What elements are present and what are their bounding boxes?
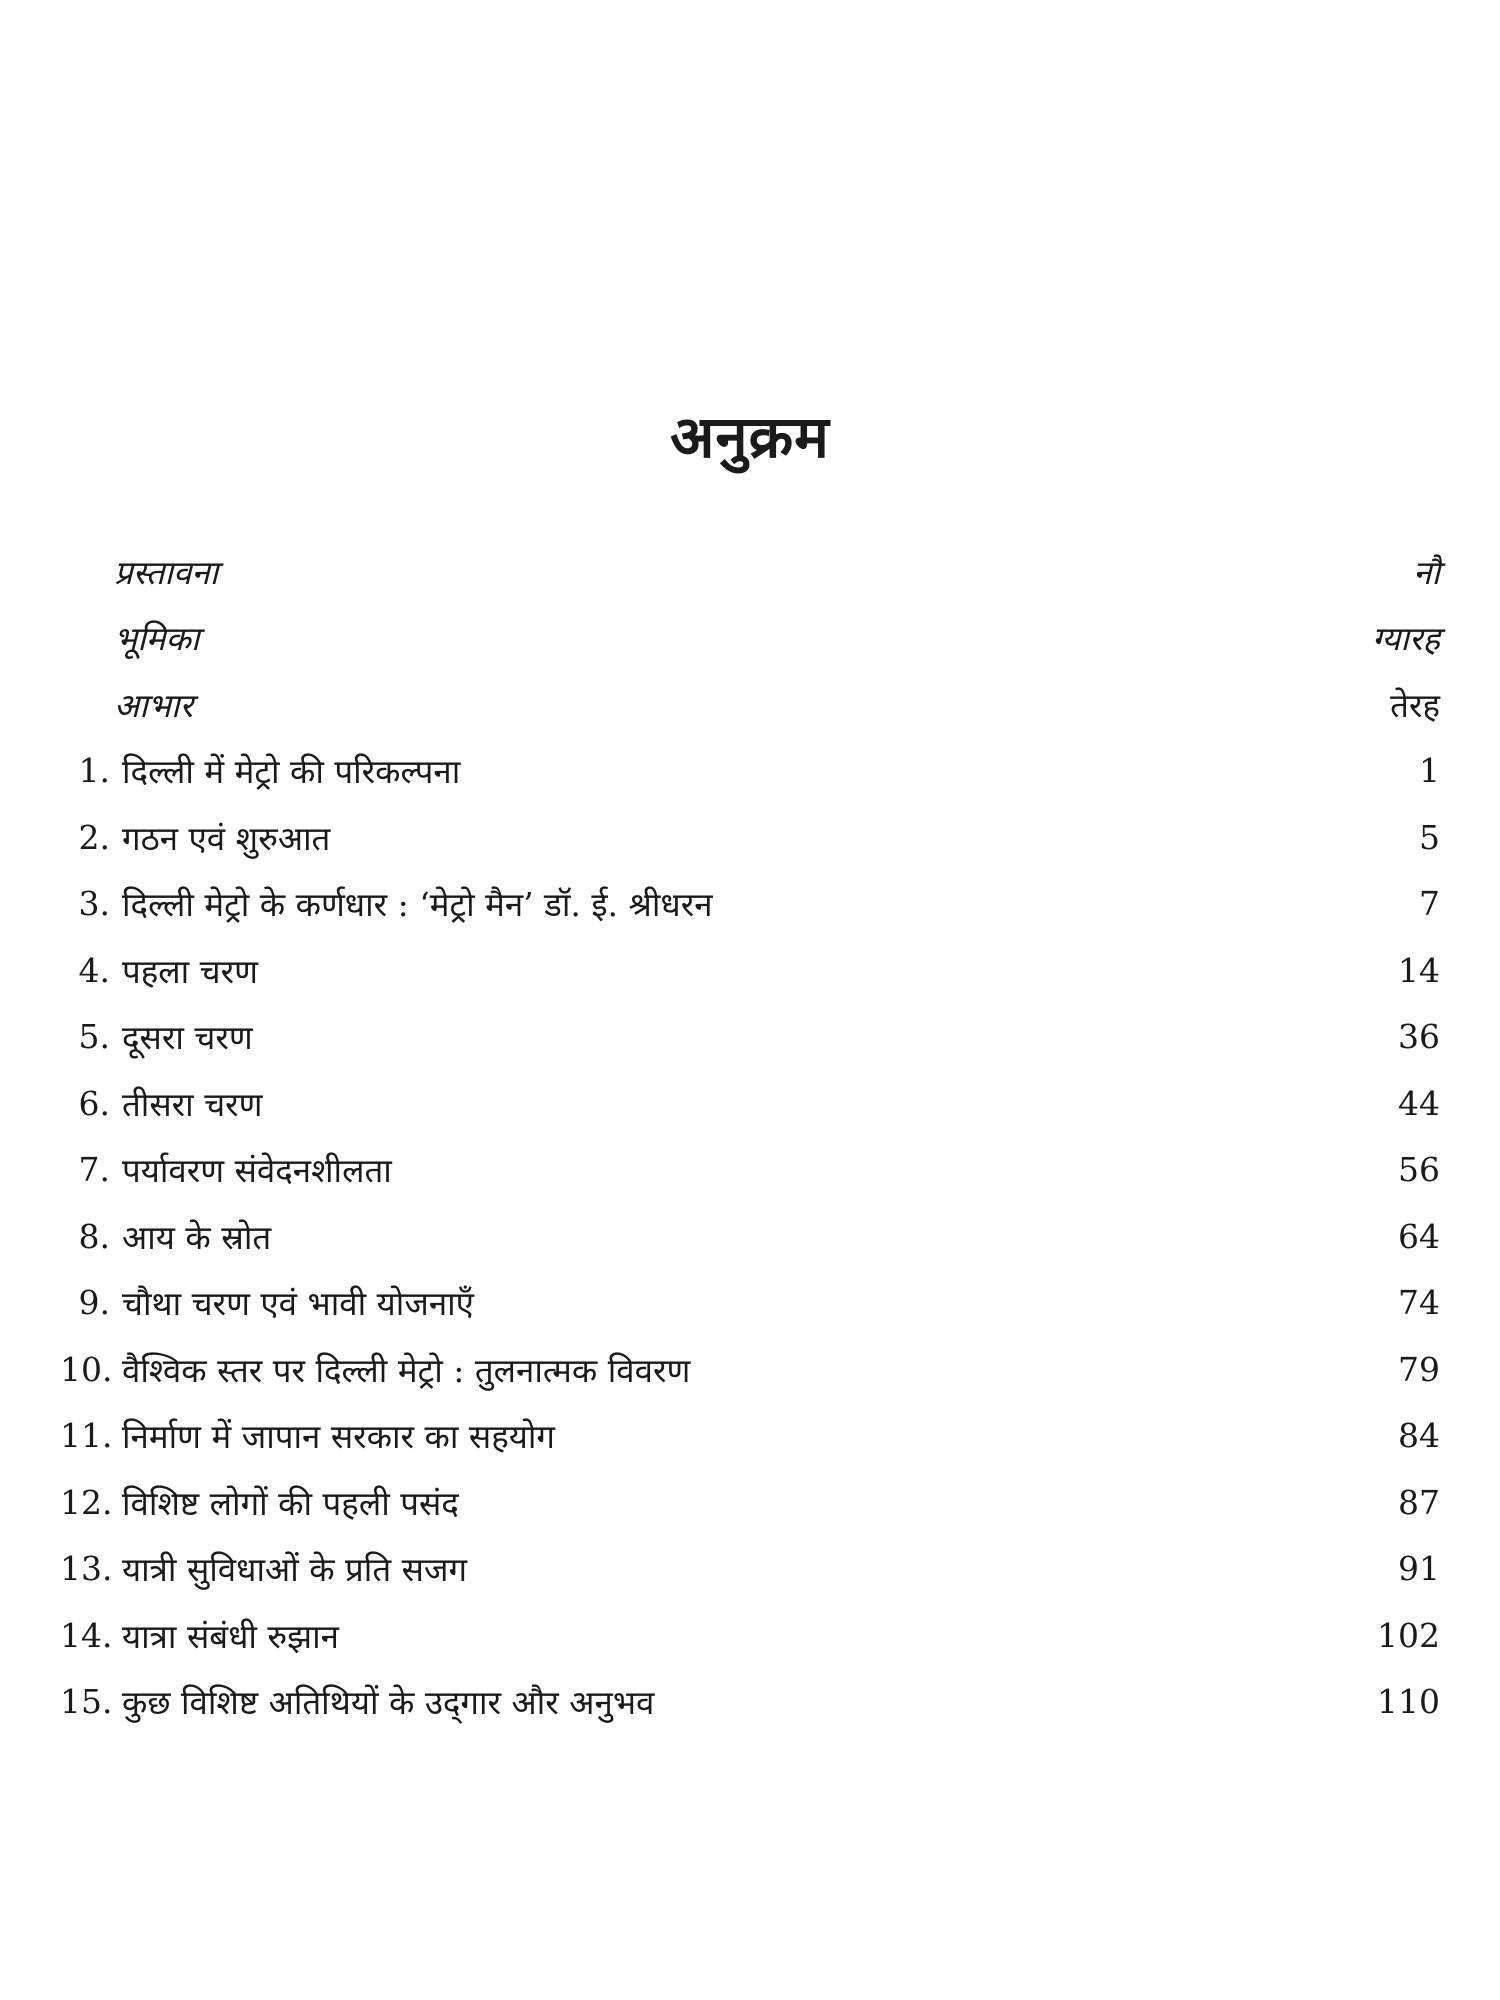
toc-page-number: 5 — [1419, 817, 1440, 857]
toc-chapter-row — [60, 1070, 1440, 1137]
toc-chapter-number: 10. — [60, 1349, 113, 1389]
toc-chapter-row — [60, 871, 1440, 938]
toc-chapter-number: 6. — [78, 1083, 110, 1123]
toc-page-number: 56 — [1398, 1150, 1440, 1190]
toc-chapter-row — [60, 1336, 1440, 1403]
toc-entry-title: दिल्ली में मेट्रो की परिकल्पना — [122, 752, 461, 792]
toc-chapter-number: 2. — [78, 817, 110, 857]
toc-entry-title: विशिष्ट लोगों की पहली पसंद — [122, 1483, 459, 1523]
toc-entry-title: वैश्विक स्तर पर दिल्ली मेट्रो : तुलनात्मक विवरण — [122, 1350, 691, 1390]
toc-page-number: 14 — [1398, 950, 1440, 990]
toc-chapter-number: 13. — [60, 1549, 113, 1589]
toc-chapter-row — [60, 1602, 1440, 1669]
toc-entry-title: दिल्ली मेट्रो के कर्णधार : ‘मेट्रो मैन’ डॉ. ई. श्रीधरन — [122, 885, 713, 925]
toc-page-number: 7 — [1419, 884, 1440, 924]
toc-chapter-row — [60, 804, 1440, 871]
toc-entry-title: दूसरा चरण — [122, 1018, 253, 1058]
toc-chapter-number: 14. — [60, 1615, 113, 1655]
toc-entry-title: यात्री सुविधाओं के प्रति सजग — [122, 1550, 468, 1590]
toc-page-number: 79 — [1398, 1349, 1440, 1389]
toc-chapter-row — [60, 1004, 1440, 1071]
toc-chapter-row — [60, 1536, 1440, 1603]
toc-page-number: 102 — [1377, 1615, 1440, 1655]
toc-chapter-row — [60, 1669, 1440, 1736]
toc-chapter-number: 15. — [60, 1682, 113, 1722]
toc-entry-title: यात्रा संबंधी रुझान — [122, 1616, 339, 1656]
table-of-contents — [60, 538, 1440, 1735]
toc-page-number: 110 — [1377, 1682, 1440, 1722]
toc-chapter-number: 7. — [78, 1150, 110, 1190]
toc-chapter-number: 9. — [78, 1283, 110, 1323]
toc-chapter-number: 4. — [78, 950, 110, 990]
toc-chapter-row — [60, 1203, 1440, 1270]
toc-page-number: 84 — [1398, 1416, 1440, 1456]
toc-page-number: ग्यारह — [1372, 619, 1440, 659]
toc-chapter-number: 12. — [60, 1482, 113, 1522]
toc-entry-title: पर्यावरण संवेदनशीलता — [122, 1151, 392, 1191]
toc-chapter-row — [60, 738, 1440, 805]
page-title: अनुक्रम — [670, 403, 830, 471]
toc-page-number: तेरह — [1390, 685, 1440, 725]
toc-chapter-row — [60, 1403, 1440, 1470]
toc-chapter-number: 5. — [78, 1017, 110, 1057]
toc-entry-title: निर्माण में जापान सरकार का सहयोग — [122, 1417, 556, 1457]
toc-chapter-row — [60, 1270, 1440, 1337]
toc-prelim-row — [60, 538, 1440, 605]
toc-entry-title: प्रस्तावना — [114, 552, 219, 592]
toc-page-number: 44 — [1398, 1083, 1440, 1123]
toc-chapter-number: 8. — [78, 1216, 110, 1256]
toc-page-number: नौ — [1413, 552, 1440, 592]
toc-entry-title: चौथा चरण एवं भावी योजनाएँ — [122, 1284, 474, 1324]
toc-entry-title: आय के स्रोत — [122, 1217, 272, 1257]
toc-entry-title: भूमिका — [114, 619, 200, 659]
toc-page-number: 64 — [1398, 1216, 1440, 1256]
toc-chapter-number: 3. — [78, 884, 110, 924]
toc-page-number: 1 — [1419, 751, 1440, 791]
toc-prelim-row — [60, 605, 1440, 672]
toc-page-number: 36 — [1398, 1017, 1440, 1057]
toc-page-number: 74 — [1398, 1283, 1440, 1323]
toc-chapter-number: 11. — [60, 1416, 113, 1456]
toc-entry-title: आभार — [114, 685, 193, 725]
toc-page-number: 87 — [1398, 1482, 1440, 1522]
toc-chapter-number: 1. — [78, 751, 110, 791]
toc-chapter-row — [60, 1469, 1440, 1536]
toc-chapter-row — [60, 1137, 1440, 1204]
toc-entry-title: तीसरा चरण — [122, 1084, 263, 1124]
toc-chapter-row — [60, 937, 1440, 1004]
toc-entry-title: पहला चरण — [122, 951, 258, 991]
toc-page-number: 91 — [1398, 1549, 1440, 1589]
toc-prelim-row — [60, 671, 1440, 738]
toc-entry-title: कुछ विशिष्ट अतिथियों के उद्‌गार और अनुभव — [122, 1683, 655, 1723]
toc-entry-title: गठन एवं शुरुआत — [122, 818, 331, 858]
